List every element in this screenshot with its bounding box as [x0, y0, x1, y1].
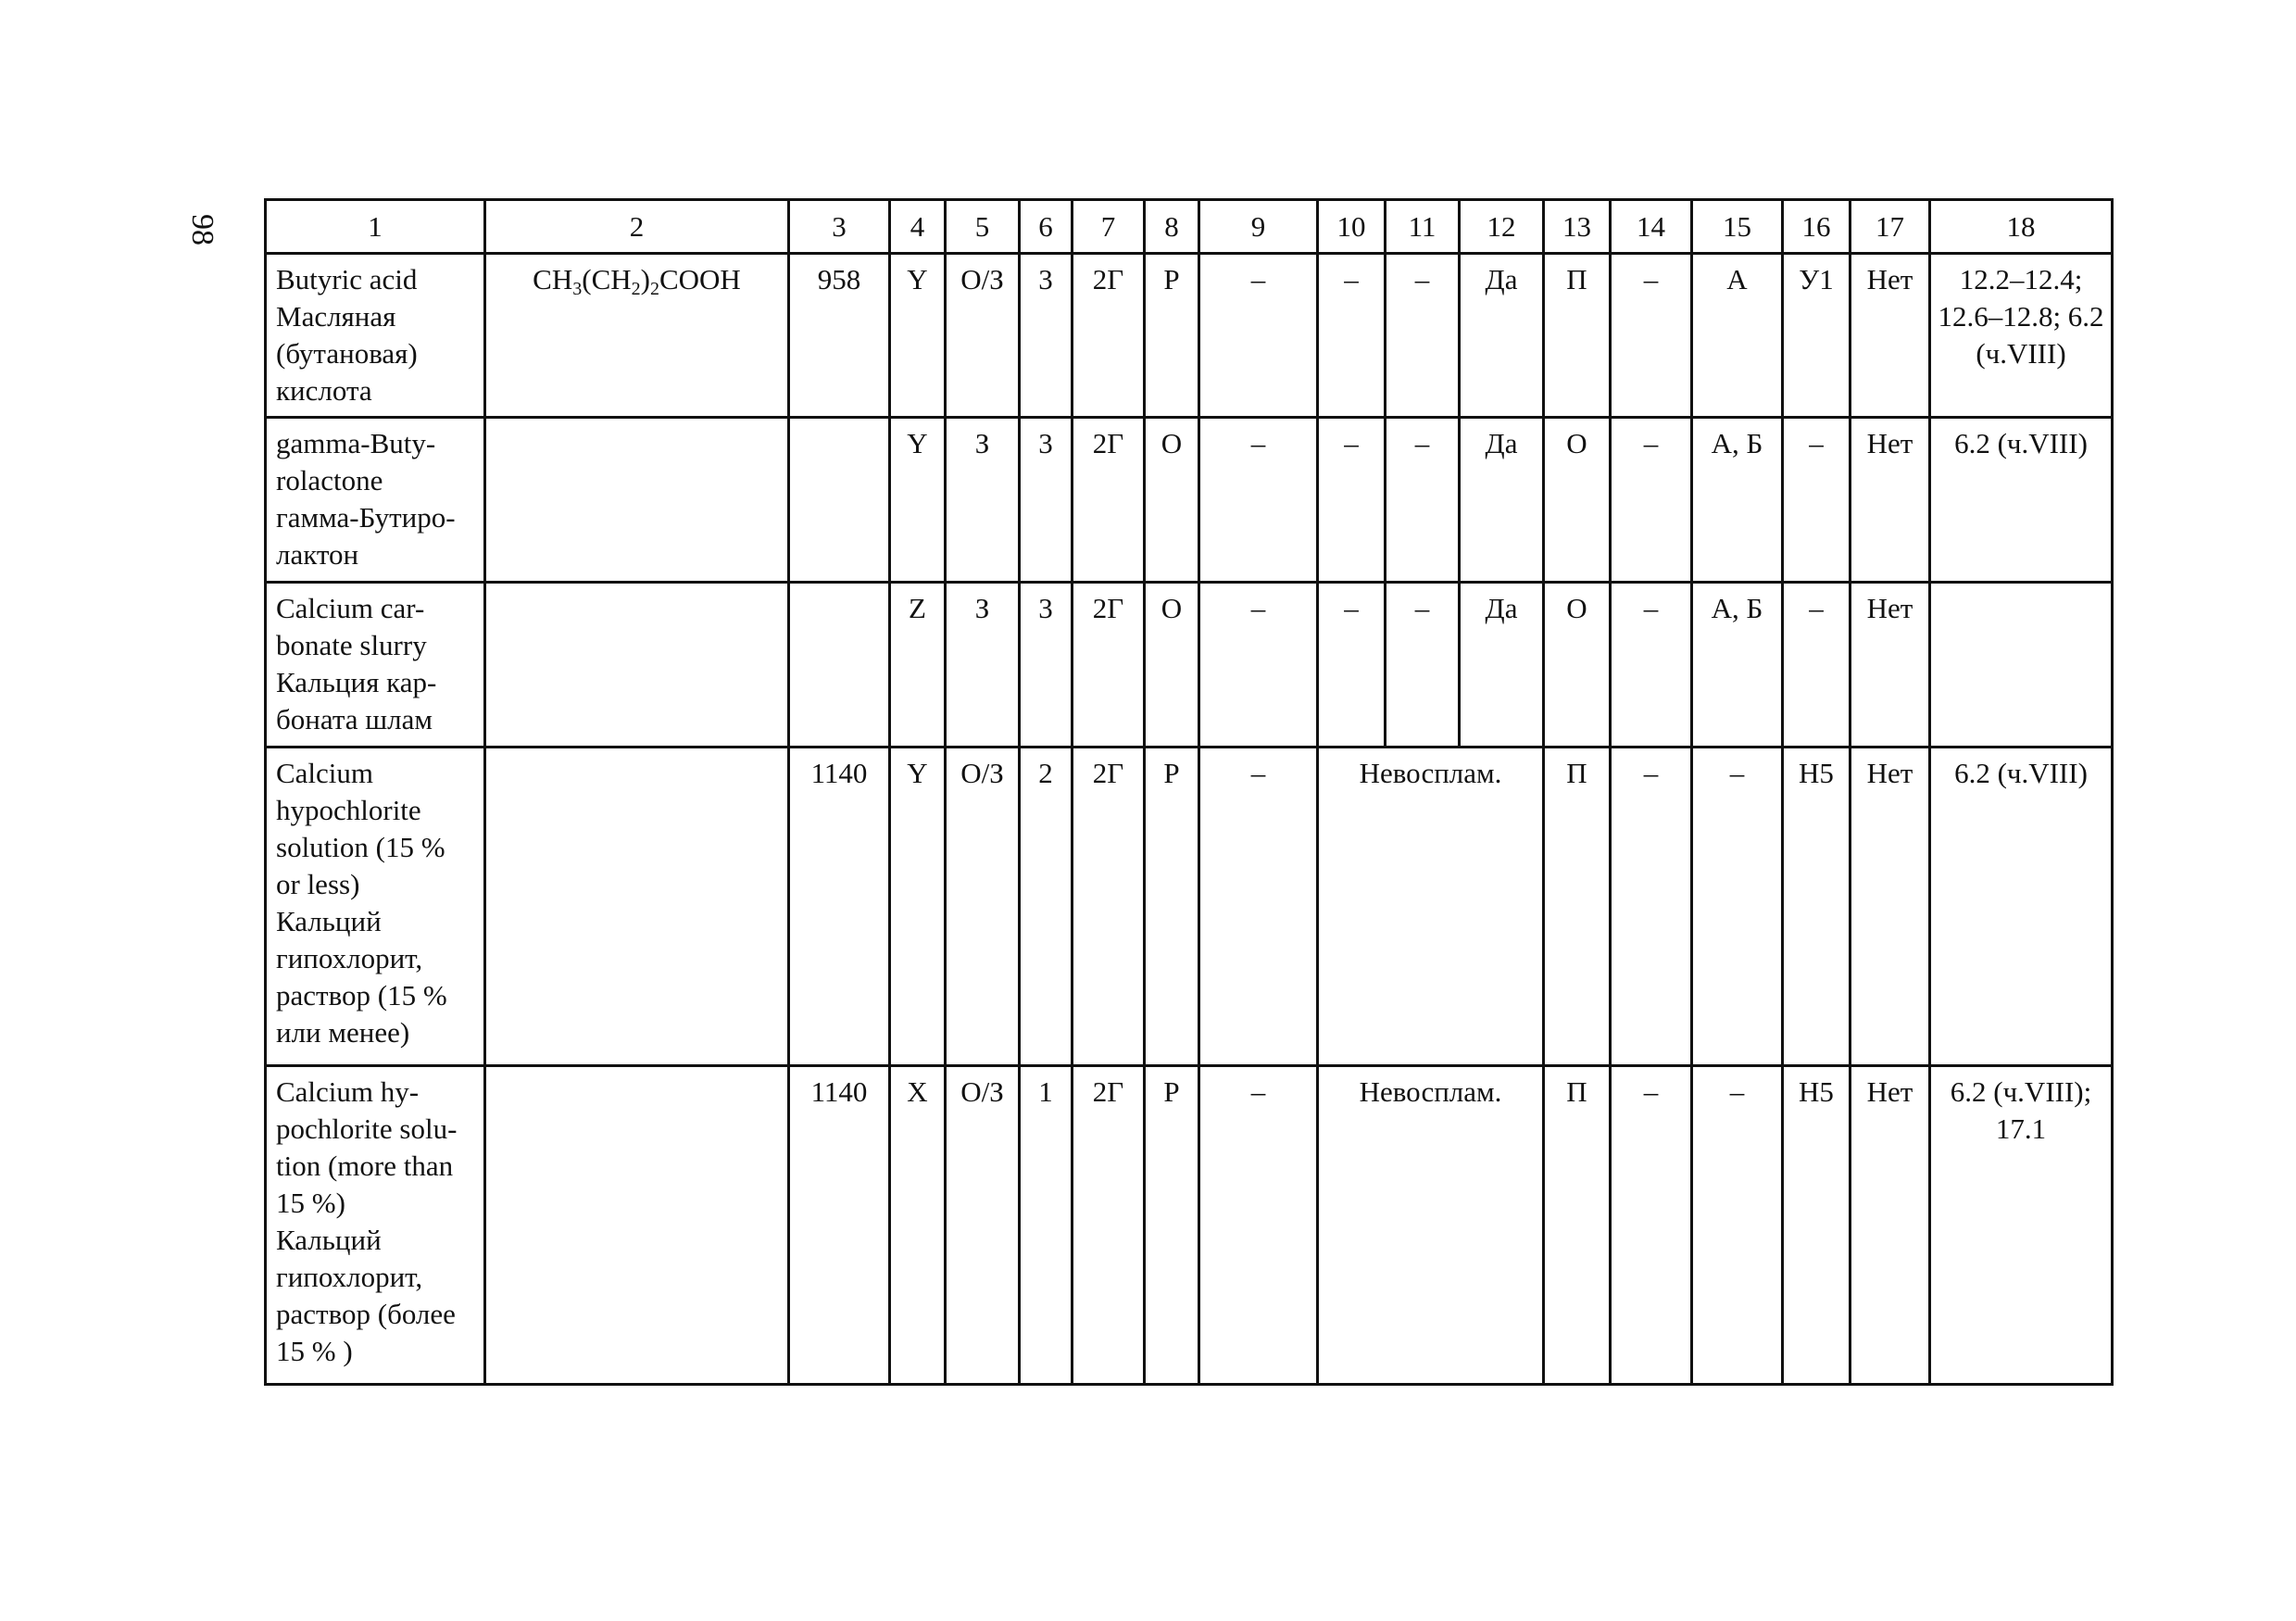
product-name-line: hypochlorite — [276, 794, 421, 826]
cell-c15: – — [1692, 1066, 1783, 1385]
cell-c9: – — [1199, 748, 1318, 1066]
cell-c12: Да — [1460, 254, 1544, 418]
cell-c3: 1140 — [789, 748, 890, 1066]
cell-c5: О/З — [946, 254, 1020, 418]
cell-c15: А, Б — [1692, 583, 1783, 748]
column-header: 14 — [1611, 200, 1692, 254]
product-name-cell — [266, 418, 485, 583]
column-header: 18 — [1930, 200, 2113, 254]
cell-c7: 2Г — [1073, 583, 1145, 748]
cell-c11: – — [1386, 418, 1460, 583]
column-header: 9 — [1199, 200, 1318, 254]
cell-c10-12: Невосплам. — [1318, 1066, 1544, 1385]
product-name-line: 15 % ) — [276, 1335, 353, 1367]
cell-c7: 2Г — [1073, 254, 1145, 418]
cell-c8: Р — [1145, 748, 1199, 1066]
cell-c16: Н5 — [1783, 1066, 1851, 1385]
cell-c4: Y — [890, 418, 946, 583]
cell-c16: Н5 — [1783, 748, 1851, 1066]
product-name-line: rolactone — [276, 464, 383, 496]
cell-c10: – — [1318, 418, 1386, 583]
cell-c7: 2Г — [1073, 1066, 1145, 1385]
cell-c8: Р — [1145, 1066, 1199, 1385]
cell-c13: П — [1544, 748, 1611, 1066]
product-name-line: гамма-Бутиро- — [276, 501, 456, 534]
cell-c10: – — [1318, 583, 1386, 748]
notes-line: (ч.VIII) — [1976, 337, 2066, 370]
formula-part: ) — [640, 263, 650, 295]
cell-c12: Да — [1460, 583, 1544, 748]
cell-c4: Y — [890, 748, 946, 1066]
product-name-line: Кальций — [276, 1224, 382, 1256]
cell-c4: Y — [890, 254, 946, 418]
product-name-cell — [266, 748, 485, 1066]
product-name-line: раствор (15 % — [276, 979, 447, 1012]
cell-c7: 2Г — [1073, 418, 1145, 583]
cell-c16: – — [1783, 418, 1851, 583]
cell-c8: О — [1145, 583, 1199, 748]
cell-c3 — [789, 418, 890, 583]
product-name-line: Кальция кар- — [276, 666, 437, 698]
product-name-line: solution (15 % — [276, 831, 445, 863]
formula-cell — [485, 748, 789, 1066]
cell-c16: У1 — [1783, 254, 1851, 418]
column-header: 12 — [1460, 200, 1544, 254]
page-number: 98 — [185, 214, 220, 245]
cell-c5: З — [946, 418, 1020, 583]
cell-c13: О — [1544, 418, 1611, 583]
cell-c17: Нет — [1851, 254, 1930, 418]
cell-c15: А — [1692, 254, 1783, 418]
notes-line: 6.2 (ч.VIII); — [1950, 1075, 2092, 1108]
cell-c3 — [789, 583, 890, 748]
product-name-line: гипохлорит, — [276, 942, 423, 974]
notes-line: 6.2 (ч.VIII) — [1954, 427, 2088, 459]
notes-cell — [1930, 748, 2113, 1066]
product-name-line: лактон — [276, 538, 359, 571]
cell-c17: Нет — [1851, 583, 1930, 748]
cell-c8: О — [1145, 418, 1199, 583]
column-header: 13 — [1544, 200, 1611, 254]
column-header: 4 — [890, 200, 946, 254]
column-header: 16 — [1783, 200, 1851, 254]
product-name-line: Calcium — [276, 757, 374, 789]
column-header: 6 — [1020, 200, 1073, 254]
cell-c17: Нет — [1851, 748, 1930, 1066]
notes-cell — [1930, 418, 2113, 583]
cell-c10: – — [1318, 254, 1386, 418]
formula-cell — [485, 1066, 789, 1385]
product-name-line: bonate slurry — [276, 629, 427, 661]
cell-c4: X — [890, 1066, 946, 1385]
cell-c3: 958 — [789, 254, 890, 418]
column-header: 2 — [485, 200, 789, 254]
formula-part: COOH — [659, 263, 741, 295]
product-name-line: pochlorite solu- — [276, 1112, 458, 1145]
notes-cell — [1930, 583, 2113, 748]
cell-c11: – — [1386, 583, 1460, 748]
cell-c5: О/З — [946, 1066, 1020, 1385]
product-name-cell — [266, 583, 485, 748]
table-row — [266, 418, 2113, 583]
cell-c13: П — [1544, 254, 1611, 418]
table-row — [266, 748, 2113, 1066]
product-name-line: кислота — [276, 374, 372, 407]
column-header: 3 — [789, 200, 890, 254]
cell-c7: 2Г — [1073, 748, 1145, 1066]
column-header: 15 — [1692, 200, 1783, 254]
product-name-cell — [266, 254, 485, 418]
table-row — [266, 1066, 2113, 1385]
formula-subscript: 2 — [649, 279, 659, 299]
column-header: 17 — [1851, 200, 1930, 254]
cell-c5: О/З — [946, 748, 1020, 1066]
cell-c14: – — [1611, 748, 1692, 1066]
product-name-line: гипохлорит, — [276, 1261, 423, 1293]
formula-part: CH — [533, 263, 573, 295]
column-header: 5 — [946, 200, 1020, 254]
table-row — [266, 583, 2113, 748]
cargo-table — [264, 198, 2114, 1386]
product-name-line: Масляная — [276, 300, 396, 333]
formula-cell — [485, 418, 789, 583]
table-row — [266, 254, 2113, 418]
cell-c8: Р — [1145, 254, 1199, 418]
product-name-line: tion (more than — [276, 1150, 454, 1182]
cell-c9: – — [1199, 1066, 1318, 1385]
product-name-line: Calcium car- — [276, 592, 425, 624]
cell-c17: Нет — [1851, 1066, 1930, 1385]
formula-part: (CH — [582, 263, 632, 295]
notes-cell — [1930, 254, 2113, 418]
product-name-line: Кальций — [276, 905, 382, 937]
product-name-line: Butyric acid — [276, 263, 418, 295]
formula-cell — [485, 583, 789, 748]
notes-cell — [1930, 1066, 2113, 1385]
column-header: 1 — [266, 200, 485, 254]
cell-c13: О — [1544, 583, 1611, 748]
column-header: 10 — [1318, 200, 1386, 254]
column-header: 8 — [1145, 200, 1199, 254]
notes-line: 17.1 — [1995, 1112, 2047, 1145]
product-name-line: (бутановая) — [276, 337, 418, 370]
product-name-line: боната шлам — [276, 703, 433, 735]
cell-c9: – — [1199, 418, 1318, 583]
cell-c10-12: Невосплам. — [1318, 748, 1544, 1066]
cell-c9: – — [1199, 254, 1318, 418]
formula-subscript: 2 — [631, 279, 641, 299]
cell-c6: 3 — [1020, 583, 1073, 748]
product-name-cell — [266, 1066, 485, 1385]
product-name-line: gamma-Buty- — [276, 427, 436, 459]
cell-c3: 1140 — [789, 1066, 890, 1385]
column-header: 11 — [1386, 200, 1460, 254]
cell-c15: А, Б — [1692, 418, 1783, 583]
cell-c12: Да — [1460, 418, 1544, 583]
cell-c14: – — [1611, 583, 1692, 748]
formula-subscript: 3 — [572, 279, 583, 299]
cell-c4: Z — [890, 583, 946, 748]
product-name-line: Calcium hy- — [276, 1075, 420, 1108]
cell-c6: 2 — [1020, 748, 1073, 1066]
cell-c5: З — [946, 583, 1020, 748]
cell-c6: 3 — [1020, 254, 1073, 418]
cell-c14: – — [1611, 254, 1692, 418]
notes-line: 12.2–12.4; — [1959, 263, 2083, 295]
cell-c13: П — [1544, 1066, 1611, 1385]
header-row — [266, 200, 2113, 254]
product-name-line: 15 %) — [276, 1187, 345, 1219]
cell-c14: – — [1611, 418, 1692, 583]
notes-line: 6.2 (ч.VIII) — [1954, 757, 2088, 789]
cell-c16: – — [1783, 583, 1851, 748]
notes-line: 12.6–12.8; 6.2 — [1938, 300, 2104, 333]
cell-c6: 3 — [1020, 418, 1073, 583]
product-name-line: или менее) — [276, 1016, 410, 1049]
formula-cell — [485, 254, 789, 418]
cell-c6: 1 — [1020, 1066, 1073, 1385]
cell-c17: Нет — [1851, 418, 1930, 583]
column-header: 7 — [1073, 200, 1145, 254]
cell-c9: – — [1199, 583, 1318, 748]
product-name-line: or less) — [276, 868, 360, 900]
cell-c14: – — [1611, 1066, 1692, 1385]
product-name-line: раствор (более — [276, 1298, 456, 1330]
cell-c11: – — [1386, 254, 1460, 418]
cell-c15: – — [1692, 748, 1783, 1066]
